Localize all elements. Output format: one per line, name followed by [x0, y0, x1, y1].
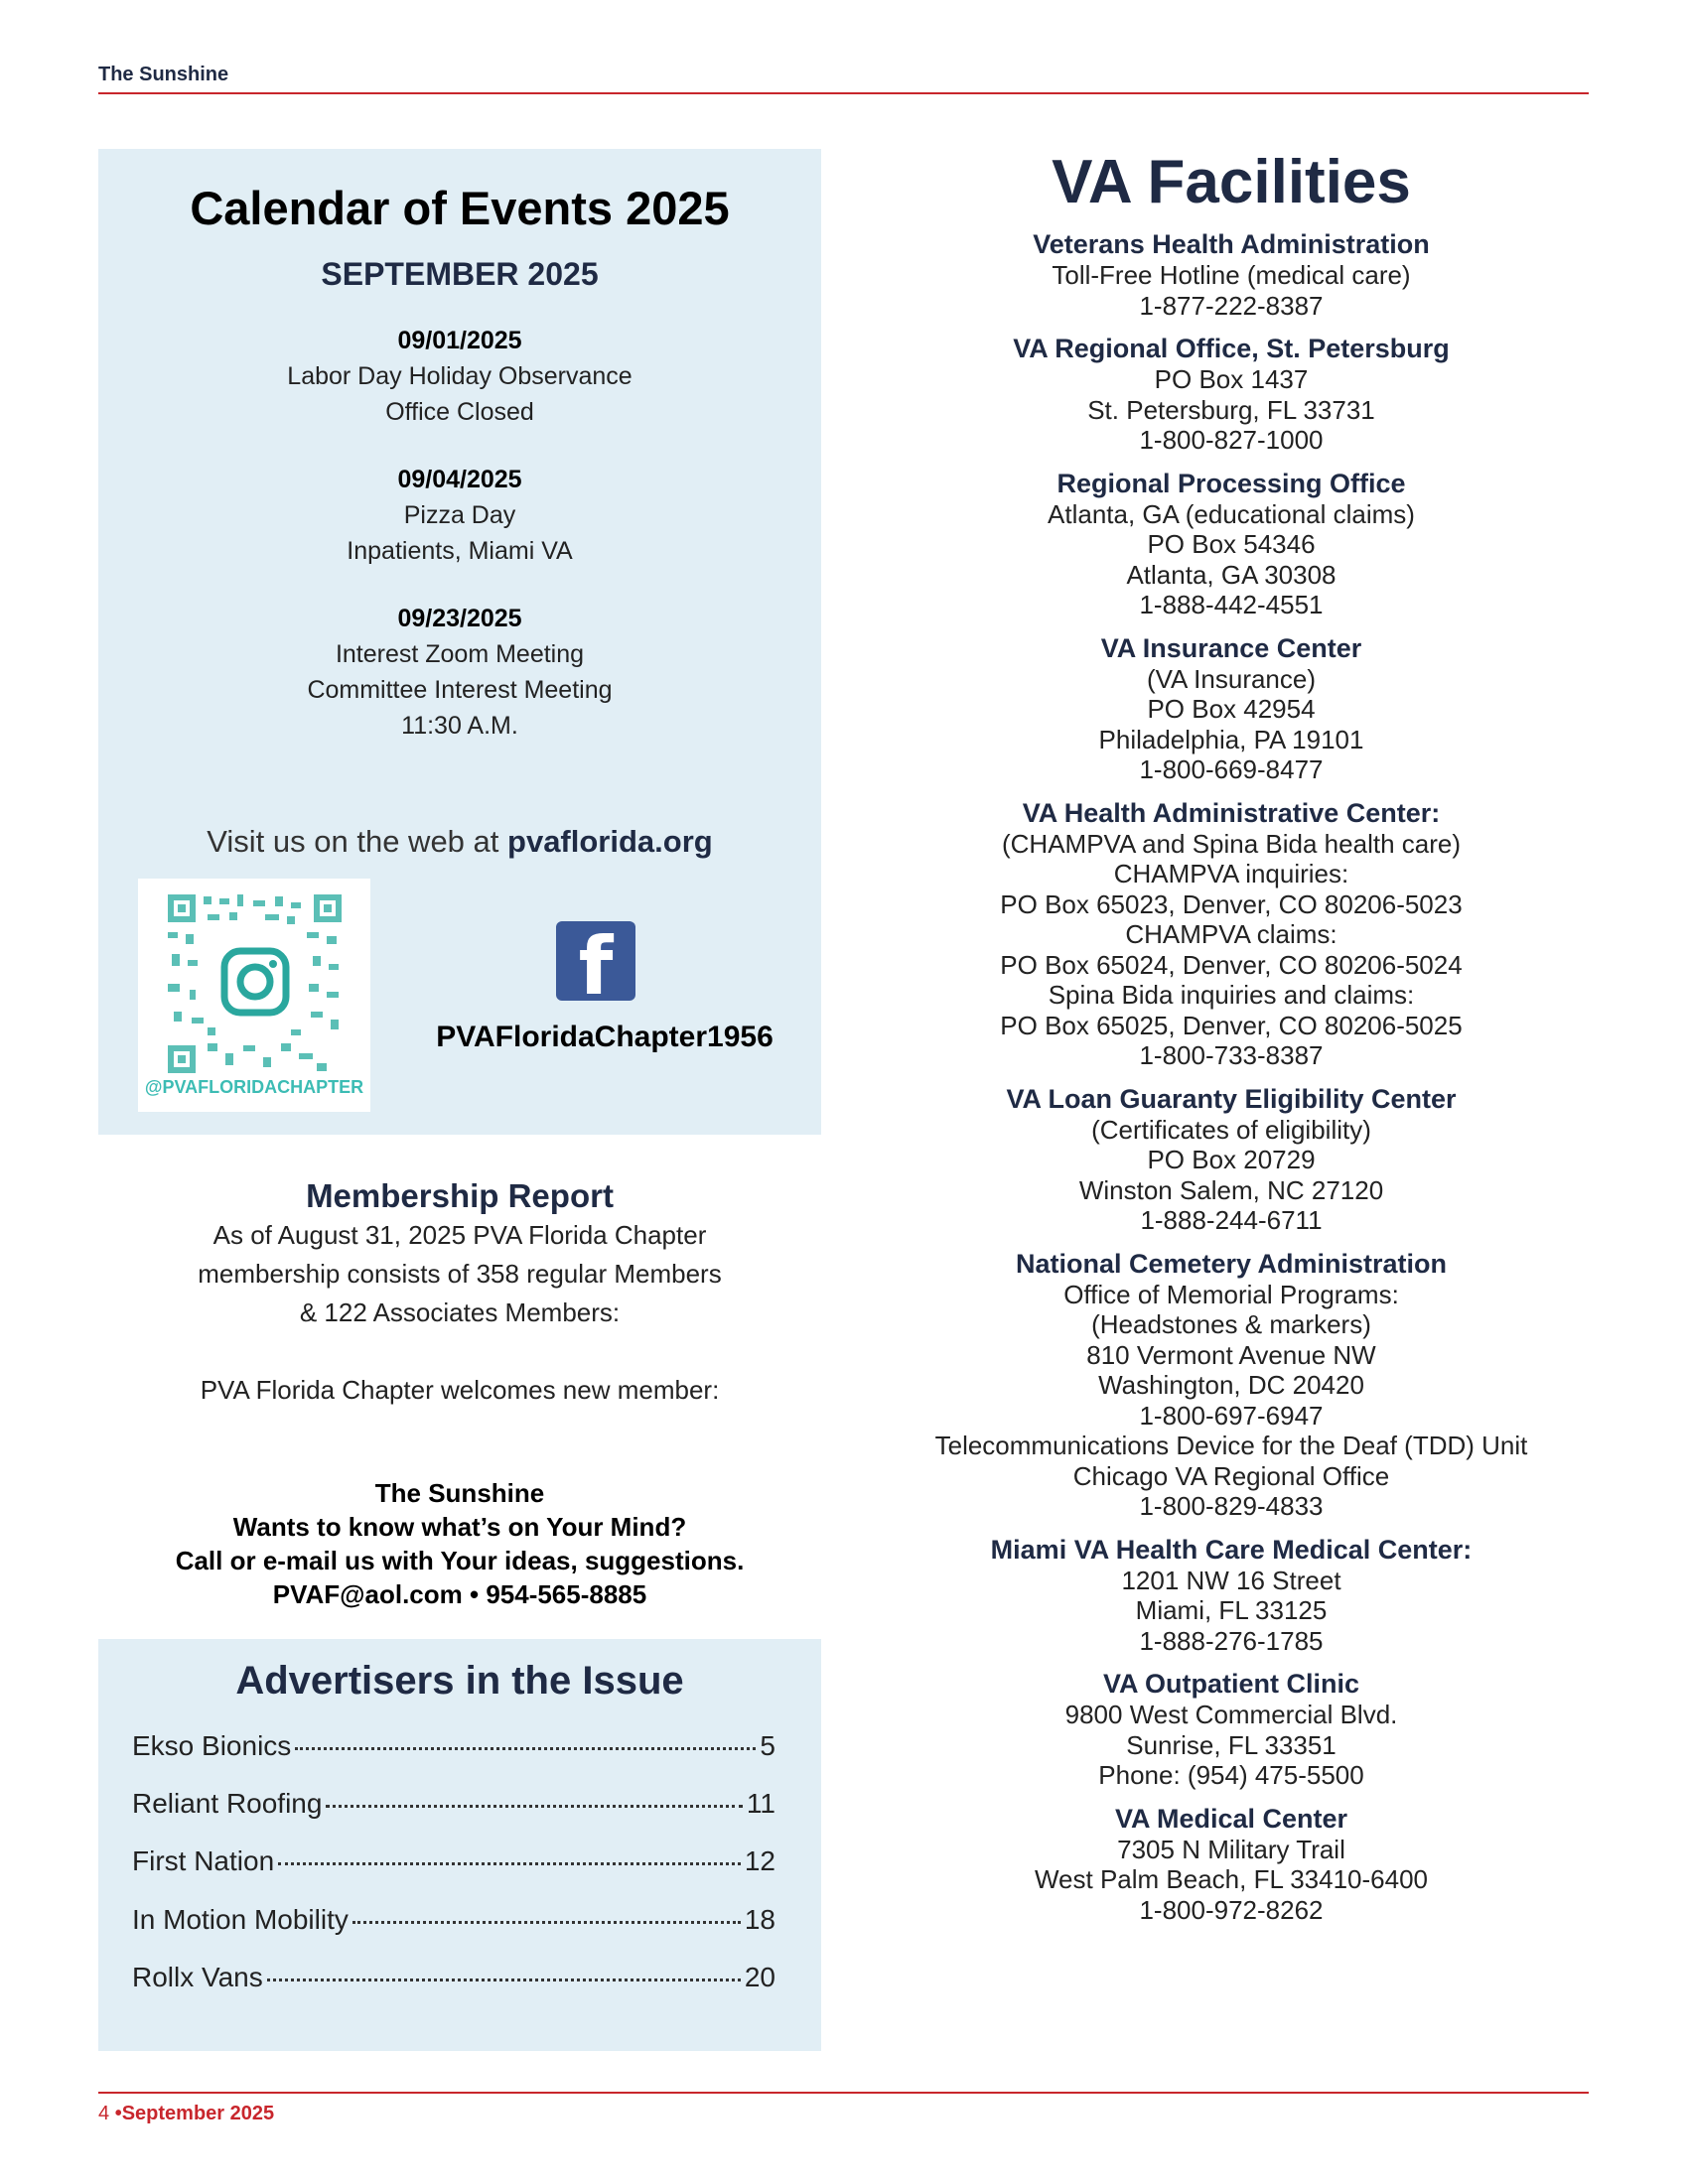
facility-name: Veterans Health Administration	[1033, 229, 1430, 259]
facility-line: 7305 N Military Trail	[1117, 1834, 1345, 1864]
facility-line: Atlanta, GA (educational claims)	[1048, 498, 1415, 529]
advertiser-name: Ekso Bionics	[132, 1730, 292, 1761]
event-date: 09/04/2025	[397, 466, 522, 493]
header-rule	[98, 92, 1589, 94]
advertiser-row	[132, 1730, 775, 1762]
website-link[interactable]: pvaflorida.org	[507, 824, 713, 859]
advertiser-name: In Motion Mobility	[132, 1904, 349, 1935]
facility-line: Miami, FL 33125	[1135, 1595, 1328, 1625]
facility-phone: 1-800-827-1000	[1139, 425, 1324, 455]
page-footer	[98, 2103, 274, 2125]
facebook-icon[interactable]: f	[556, 921, 635, 1001]
facility-entry	[874, 1668, 1589, 1791]
facility-line: PO Box 65024, Denver, CO 80206-5024	[1000, 949, 1463, 980]
facility-name: VA Medical Center	[1114, 1803, 1348, 1834]
event-date: 09/01/2025	[397, 327, 522, 354]
facility-entry	[874, 1248, 1589, 1522]
facility-name: VA Regional Office, St. Petersburg	[1013, 334, 1450, 363]
facility-line: West Palm Beach, FL 33410-6400	[1034, 1864, 1428, 1894]
membership-line: As of August 31, 2025 PVA Florida Chapter	[212, 1220, 707, 1250]
va-facilities-list	[874, 228, 1589, 1937]
event-line: Pizza Day	[403, 501, 516, 529]
facility-entry	[874, 1803, 1589, 1926]
callout-line: The Sunshine	[374, 1478, 545, 1508]
facility-name: VA Health Administrative Center:	[1022, 797, 1441, 828]
facility-phone: 1-800-697-6947	[1139, 1400, 1324, 1431]
facility-entry	[874, 468, 1589, 620]
event-line: 11:30 A.M.	[401, 712, 518, 740]
event-item	[98, 601, 821, 744]
facility-entry	[874, 1534, 1589, 1657]
event-date: 09/23/2025	[397, 605, 522, 632]
facility-phone: 1-877-222-8387	[1139, 290, 1324, 321]
advertiser-page: 12	[744, 1845, 775, 1876]
calendar-box	[98, 149, 821, 1135]
website-line	[98, 824, 821, 860]
footer-month: September 2025	[121, 2103, 275, 2124]
facility-name: VA Outpatient Clinic	[1102, 1669, 1359, 1699]
website-prefix: Visit us on the web at	[207, 824, 499, 859]
membership-title: Membership Report	[306, 1177, 614, 1214]
facility-phone: 1-888-244-6711	[1140, 1205, 1323, 1235]
facility-entry	[874, 1083, 1589, 1236]
facility-line: PO Box 1437	[1154, 364, 1309, 394]
facility-line: 810 Vermont Avenue NW	[1086, 1339, 1376, 1370]
facility-entry	[874, 228, 1589, 321]
facility-phone: 1-800-829-4833	[1139, 1491, 1324, 1521]
advertiser-name: Rollx Vans	[132, 1962, 263, 1992]
facility-line: Philadelphia, PA 19101	[1098, 724, 1364, 754]
facility-phone: 1-888-276-1785	[1139, 1625, 1324, 1656]
facility-entry	[874, 632, 1589, 785]
facility-phone: 1-800-972-8262	[1139, 1894, 1324, 1925]
facility-line: (CHAMPVA and Spina Bida health care)	[1002, 828, 1461, 859]
facility-line: St. Petersburg, FL 33731	[1087, 394, 1375, 425]
facility-line: (VA Insurance)	[1146, 663, 1317, 694]
facility-line: PO Box 42954	[1147, 694, 1316, 724]
calendar-month: SEPTEMBER 2025	[321, 256, 599, 292]
facility-name: National Cemetery Administration	[1015, 1248, 1448, 1279]
facility-entry	[874, 797, 1589, 1071]
event-line: Committee Interest Meeting	[307, 676, 613, 704]
dot-leader	[295, 1747, 756, 1750]
advertisers-title: Advertisers in the Issue	[235, 1659, 684, 1703]
calendar-title: Calendar of Events 2025	[190, 182, 730, 234]
facility-line: PO Box 20729	[1147, 1145, 1316, 1174]
advertiser-row	[132, 1845, 775, 1877]
advertiser-row	[132, 1788, 775, 1820]
dot-leader	[352, 1921, 741, 1924]
membership-line: & 122 Associates Members:	[299, 1297, 621, 1327]
facility-line: (Headstones & markers)	[1091, 1309, 1371, 1339]
advertiser-page: 11	[746, 1788, 775, 1819]
facility-name: Miami VA Health Care Medical Center:	[990, 1534, 1473, 1565]
callout-line: Wants to know what’s on Your Mind?	[232, 1512, 687, 1542]
event-line: Interest Zoom Meeting	[335, 640, 585, 668]
page-number: 4	[98, 2103, 110, 2124]
facility-line: (Certificates of eligibility)	[1091, 1114, 1371, 1145]
facility-line: Toll-Free Hotline (medical care)	[1052, 260, 1411, 290]
welcome-line: PVA Florida Chapter welcomes new member:	[200, 1375, 720, 1405]
facility-name: Regional Processing Office	[1056, 468, 1406, 498]
facility-line: Office of Memorial Programs:	[1063, 1279, 1399, 1309]
facebook-handle: PVAFloridaChapter1956	[436, 1021, 774, 1053]
running-header: The Sunshine	[98, 64, 229, 85]
event-line: Inpatients, Miami VA	[347, 537, 573, 565]
advertiser-row	[132, 1962, 775, 1993]
facility-line: Sunrise, FL 33351	[1126, 1729, 1336, 1760]
advertiser-page: 18	[744, 1904, 775, 1935]
membership-line: membership consists of 358 regular Members	[198, 1259, 722, 1289]
facility-line: Winston Salem, NC 27120	[1078, 1174, 1384, 1205]
dot-leader	[278, 1862, 741, 1865]
facility-name: VA Loan Guaranty Eligibility Center	[1006, 1083, 1457, 1114]
advertiser-page: 5	[760, 1730, 775, 1761]
footer-rule	[98, 2092, 1589, 2094]
facility-entry	[874, 333, 1589, 456]
dot-leader	[267, 1979, 741, 1981]
facility-phone: 1-888-442-4551	[1139, 590, 1324, 619]
instagram-handle: @PVAFLORIDACHAPTER	[144, 1077, 364, 1097]
facility-phone: 1-800-669-8477	[1139, 754, 1324, 784]
membership-report	[98, 1176, 821, 1405]
facility-line: Chicago VA Regional Office	[1072, 1460, 1390, 1491]
va-facilities-title: VA Facilities	[1052, 148, 1411, 216]
qr-code-icon	[168, 894, 342, 1073]
event-line: Office Closed	[385, 398, 534, 426]
callout-line: Call or e-mail us with Your ideas, suggestions.	[175, 1546, 745, 1575]
facility-line: Spina Bida inquiries and claims:	[1048, 980, 1415, 1010]
sunshine-callout	[98, 1476, 821, 1611]
advertiser-name: Reliant Roofing	[132, 1788, 323, 1819]
advertiser-name: First Nation	[132, 1845, 275, 1876]
advertiser-row	[132, 1904, 775, 1936]
facility-line: PO Box 65023, Denver, CO 80206-5023	[1000, 888, 1463, 919]
facility-line: CHAMPVA claims:	[1125, 919, 1337, 949]
advertisers-box	[98, 1639, 821, 2051]
facility-phone: 1-800-733-8387	[1139, 1040, 1324, 1070]
contact-line[interactable]: PVAF@aol.com • 954-565-8885	[272, 1579, 647, 1609]
event-item	[98, 323, 821, 430]
event-item	[98, 462, 821, 569]
facility-phone: Phone: (954) 475-5500	[1098, 1760, 1364, 1790]
facility-line: Telecommunications Device for the Deaf (TDD) Unit	[934, 1431, 1528, 1460]
facility-line: 1201 NW 16 Street	[1121, 1565, 1341, 1595]
facility-name: VA Insurance Center	[1100, 632, 1362, 663]
facility-line: Atlanta, GA 30308	[1126, 559, 1336, 590]
dot-leader	[326, 1805, 742, 1808]
facility-line: PO Box 54346	[1147, 529, 1316, 559]
facility-line: PO Box 65025, Denver, CO 80206-5025	[1000, 1010, 1463, 1040]
advertiser-page: 20	[744, 1962, 775, 1992]
facility-line: CHAMPVA inquiries:	[1113, 859, 1349, 888]
footer-separator: •	[114, 2103, 122, 2124]
facility-line: Washington, DC 20420	[1098, 1370, 1364, 1400]
instagram-qr-code[interactable]	[138, 879, 370, 1112]
facility-line: 9800 West Commercial Blvd.	[1064, 1700, 1398, 1729]
event-line: Labor Day Holiday Observance	[287, 362, 633, 390]
